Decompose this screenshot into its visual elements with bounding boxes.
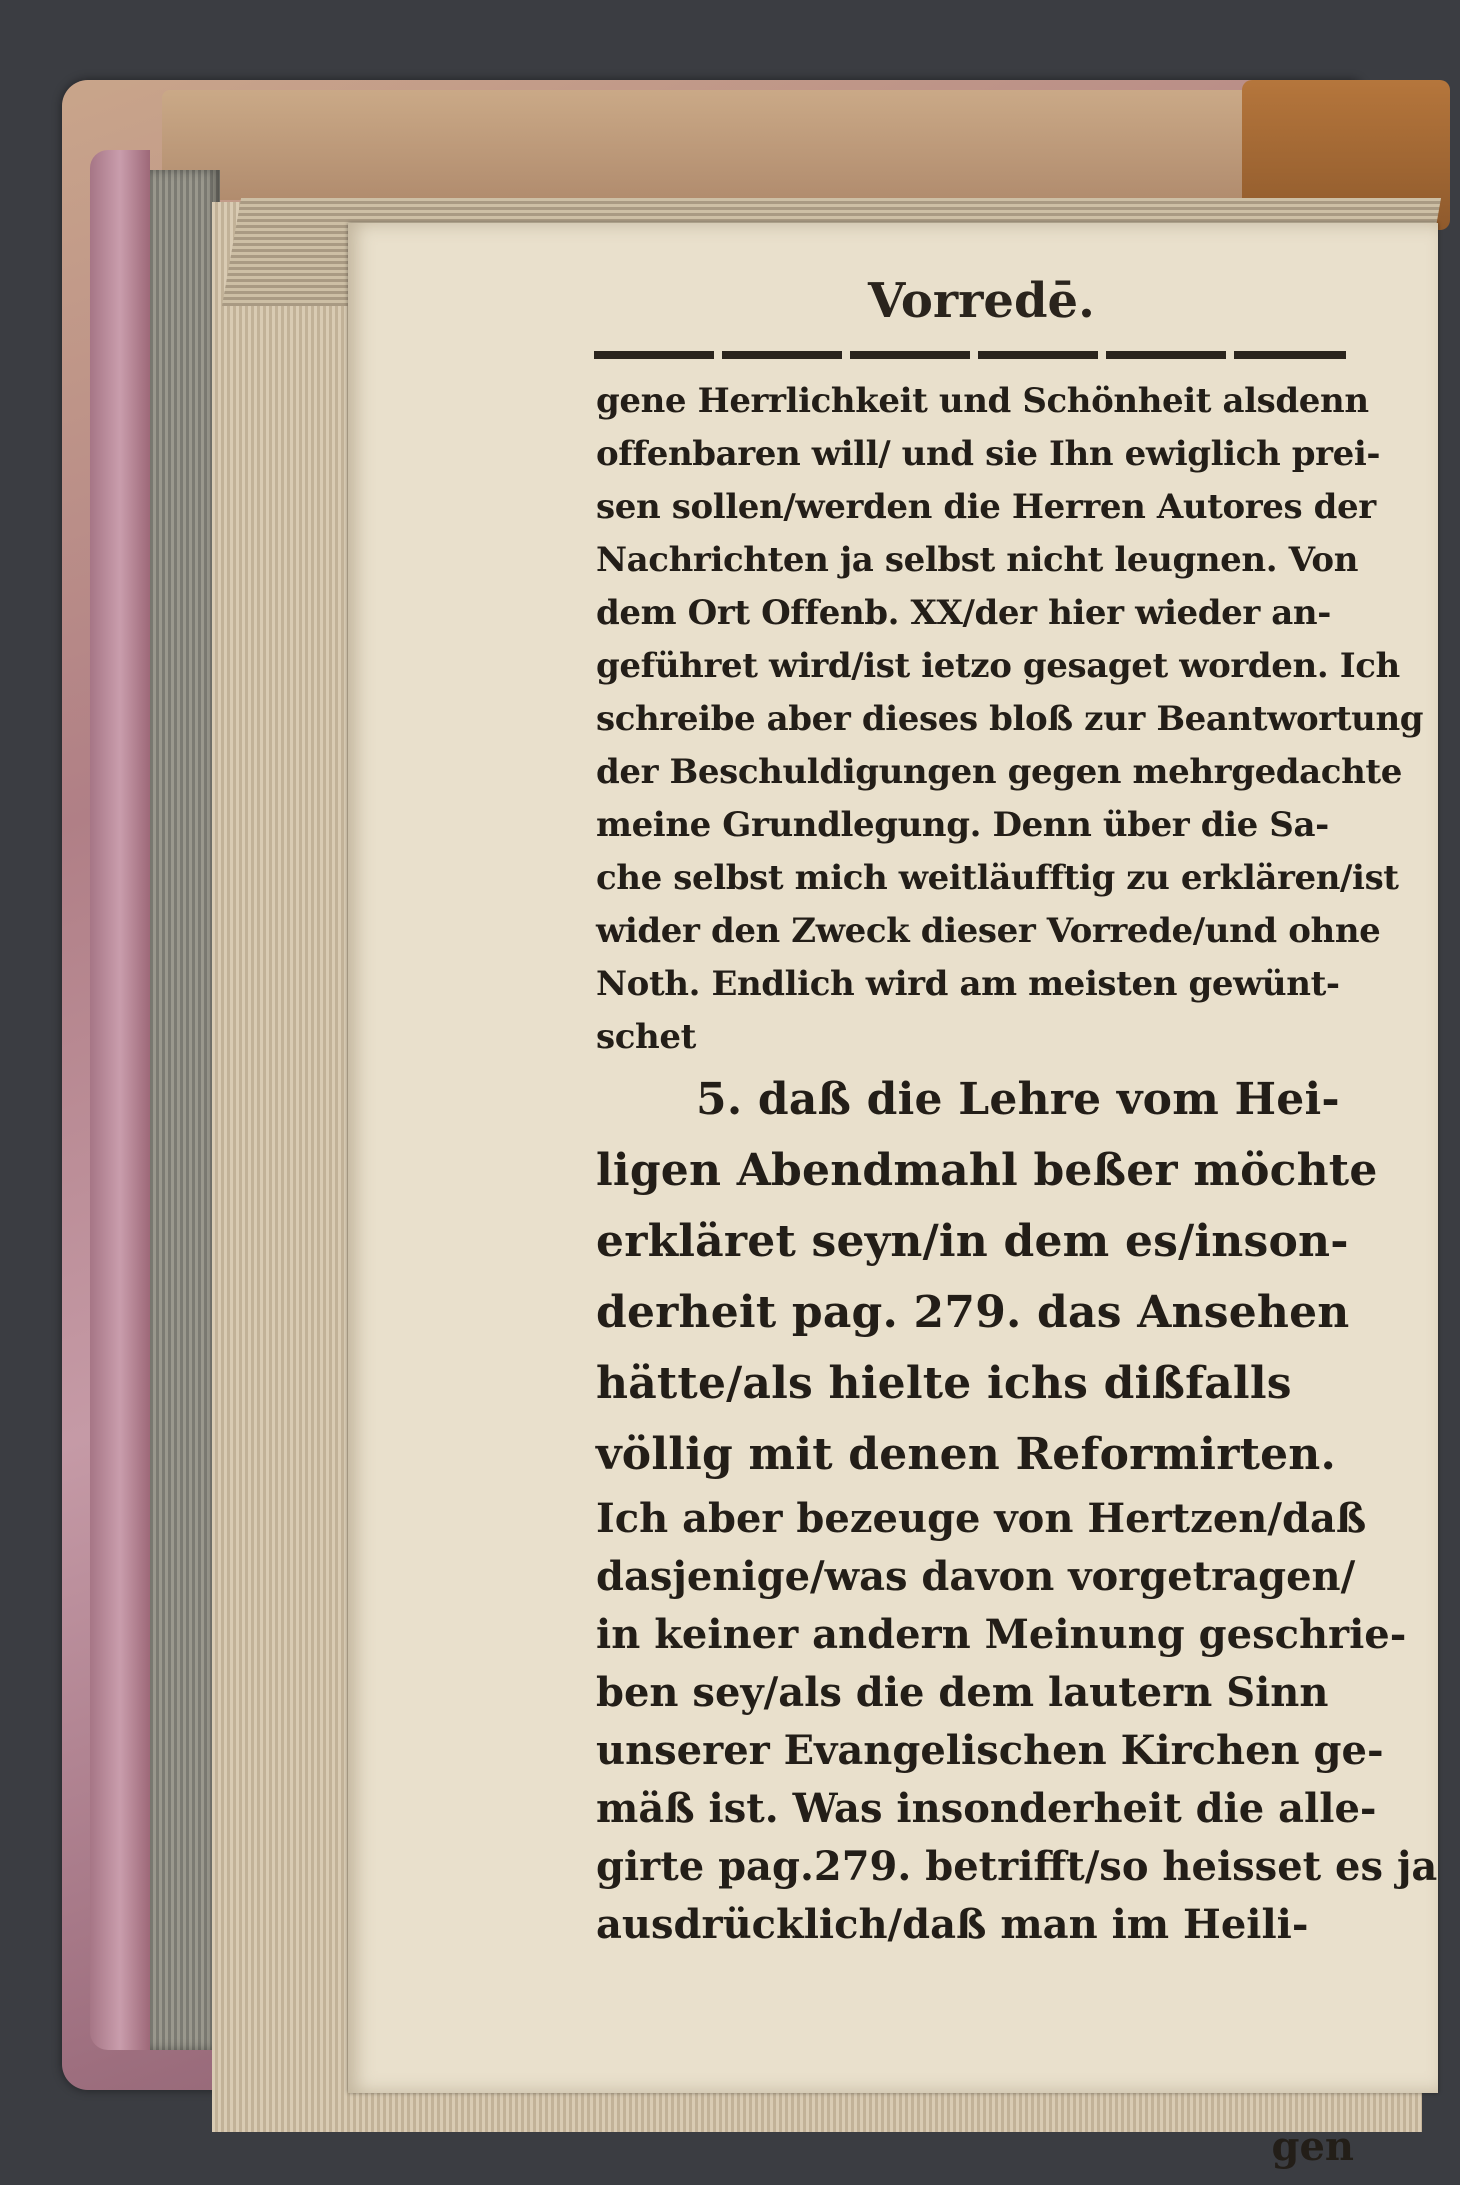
text-line: offenbaren will/ und sie Ihn ewiglich prei- bbox=[596, 434, 1381, 474]
text-line: wider den Zweck dieser Vorrede/und ohne bbox=[596, 911, 1381, 951]
emphasis-line: hätte/als hielte ichs dißfalls bbox=[596, 1358, 1292, 1409]
text-line: Noth. Endlich wird am meisten gewünt- bbox=[596, 964, 1340, 1004]
text-line: girte pag.279. betrifft/so heisset es ja bbox=[596, 1843, 1438, 1890]
emphasis-line: erkläret seyn/in dem es/inson- bbox=[596, 1216, 1349, 1267]
text-line: ausdrücklich/daß man im Heili- bbox=[596, 1901, 1309, 1948]
text-line: Ich aber bezeuge von Hertzen/daß bbox=[596, 1495, 1367, 1542]
catchword: gen bbox=[1271, 2123, 1354, 2170]
emphasis-line: derheit pag. 279. das Ansehen bbox=[596, 1287, 1350, 1338]
text-line: sen sollen/werden die Herren Autores der bbox=[596, 487, 1376, 527]
emphasis-line: ligen Abendmahl beßer möchte bbox=[596, 1145, 1378, 1196]
text-line: meine Grundlegung. Denn über die Sa- bbox=[596, 805, 1329, 845]
header-rule bbox=[594, 351, 1346, 359]
text-line: che selbst mich weitläufftig zu erklären/ist bbox=[596, 858, 1399, 898]
text-line: ben sey/als die dem lautern Sinn bbox=[596, 1669, 1329, 1716]
text-line: in keiner andern Meinung geschrie- bbox=[596, 1611, 1407, 1658]
text-line: mäß ist. Was insonderheit die alle- bbox=[596, 1785, 1377, 1832]
text-line: schreibe aber dieses bloß zur Beantwortung bbox=[596, 699, 1424, 739]
book-spine bbox=[90, 150, 150, 2050]
text-line: schet bbox=[596, 1017, 696, 1057]
emphasis-line: völlig mit denen Reformirten. bbox=[596, 1429, 1337, 1480]
text-line: der Beschuldigungen gegen mehrgedachte bbox=[596, 752, 1402, 792]
text-line: dem Ort Offenb. XX/der hier wieder an- bbox=[596, 593, 1331, 633]
page-header: Vorredē. bbox=[868, 273, 1095, 329]
text-line: gene Herrlichkeit und Schönheit alsdenn bbox=[596, 381, 1369, 421]
text-line: geführet wird/ist ietzo gesaget worden. Ich bbox=[596, 646, 1400, 686]
text-line: unserer Evangelischen Kirchen ge- bbox=[596, 1727, 1384, 1774]
text-line: Nachrichten ja selbst nicht leugnen. Von bbox=[596, 540, 1359, 580]
emphasis-line: 5. daß die Lehre vom Hei- bbox=[696, 1074, 1340, 1125]
book-page bbox=[348, 223, 1438, 2170]
text-line: dasjenige/was davon vorgetragen/ bbox=[596, 1553, 1356, 1600]
book-cover-top bbox=[162, 90, 1282, 200]
page-edges-side bbox=[150, 170, 220, 2050]
body-text bbox=[596, 375, 1438, 1954]
